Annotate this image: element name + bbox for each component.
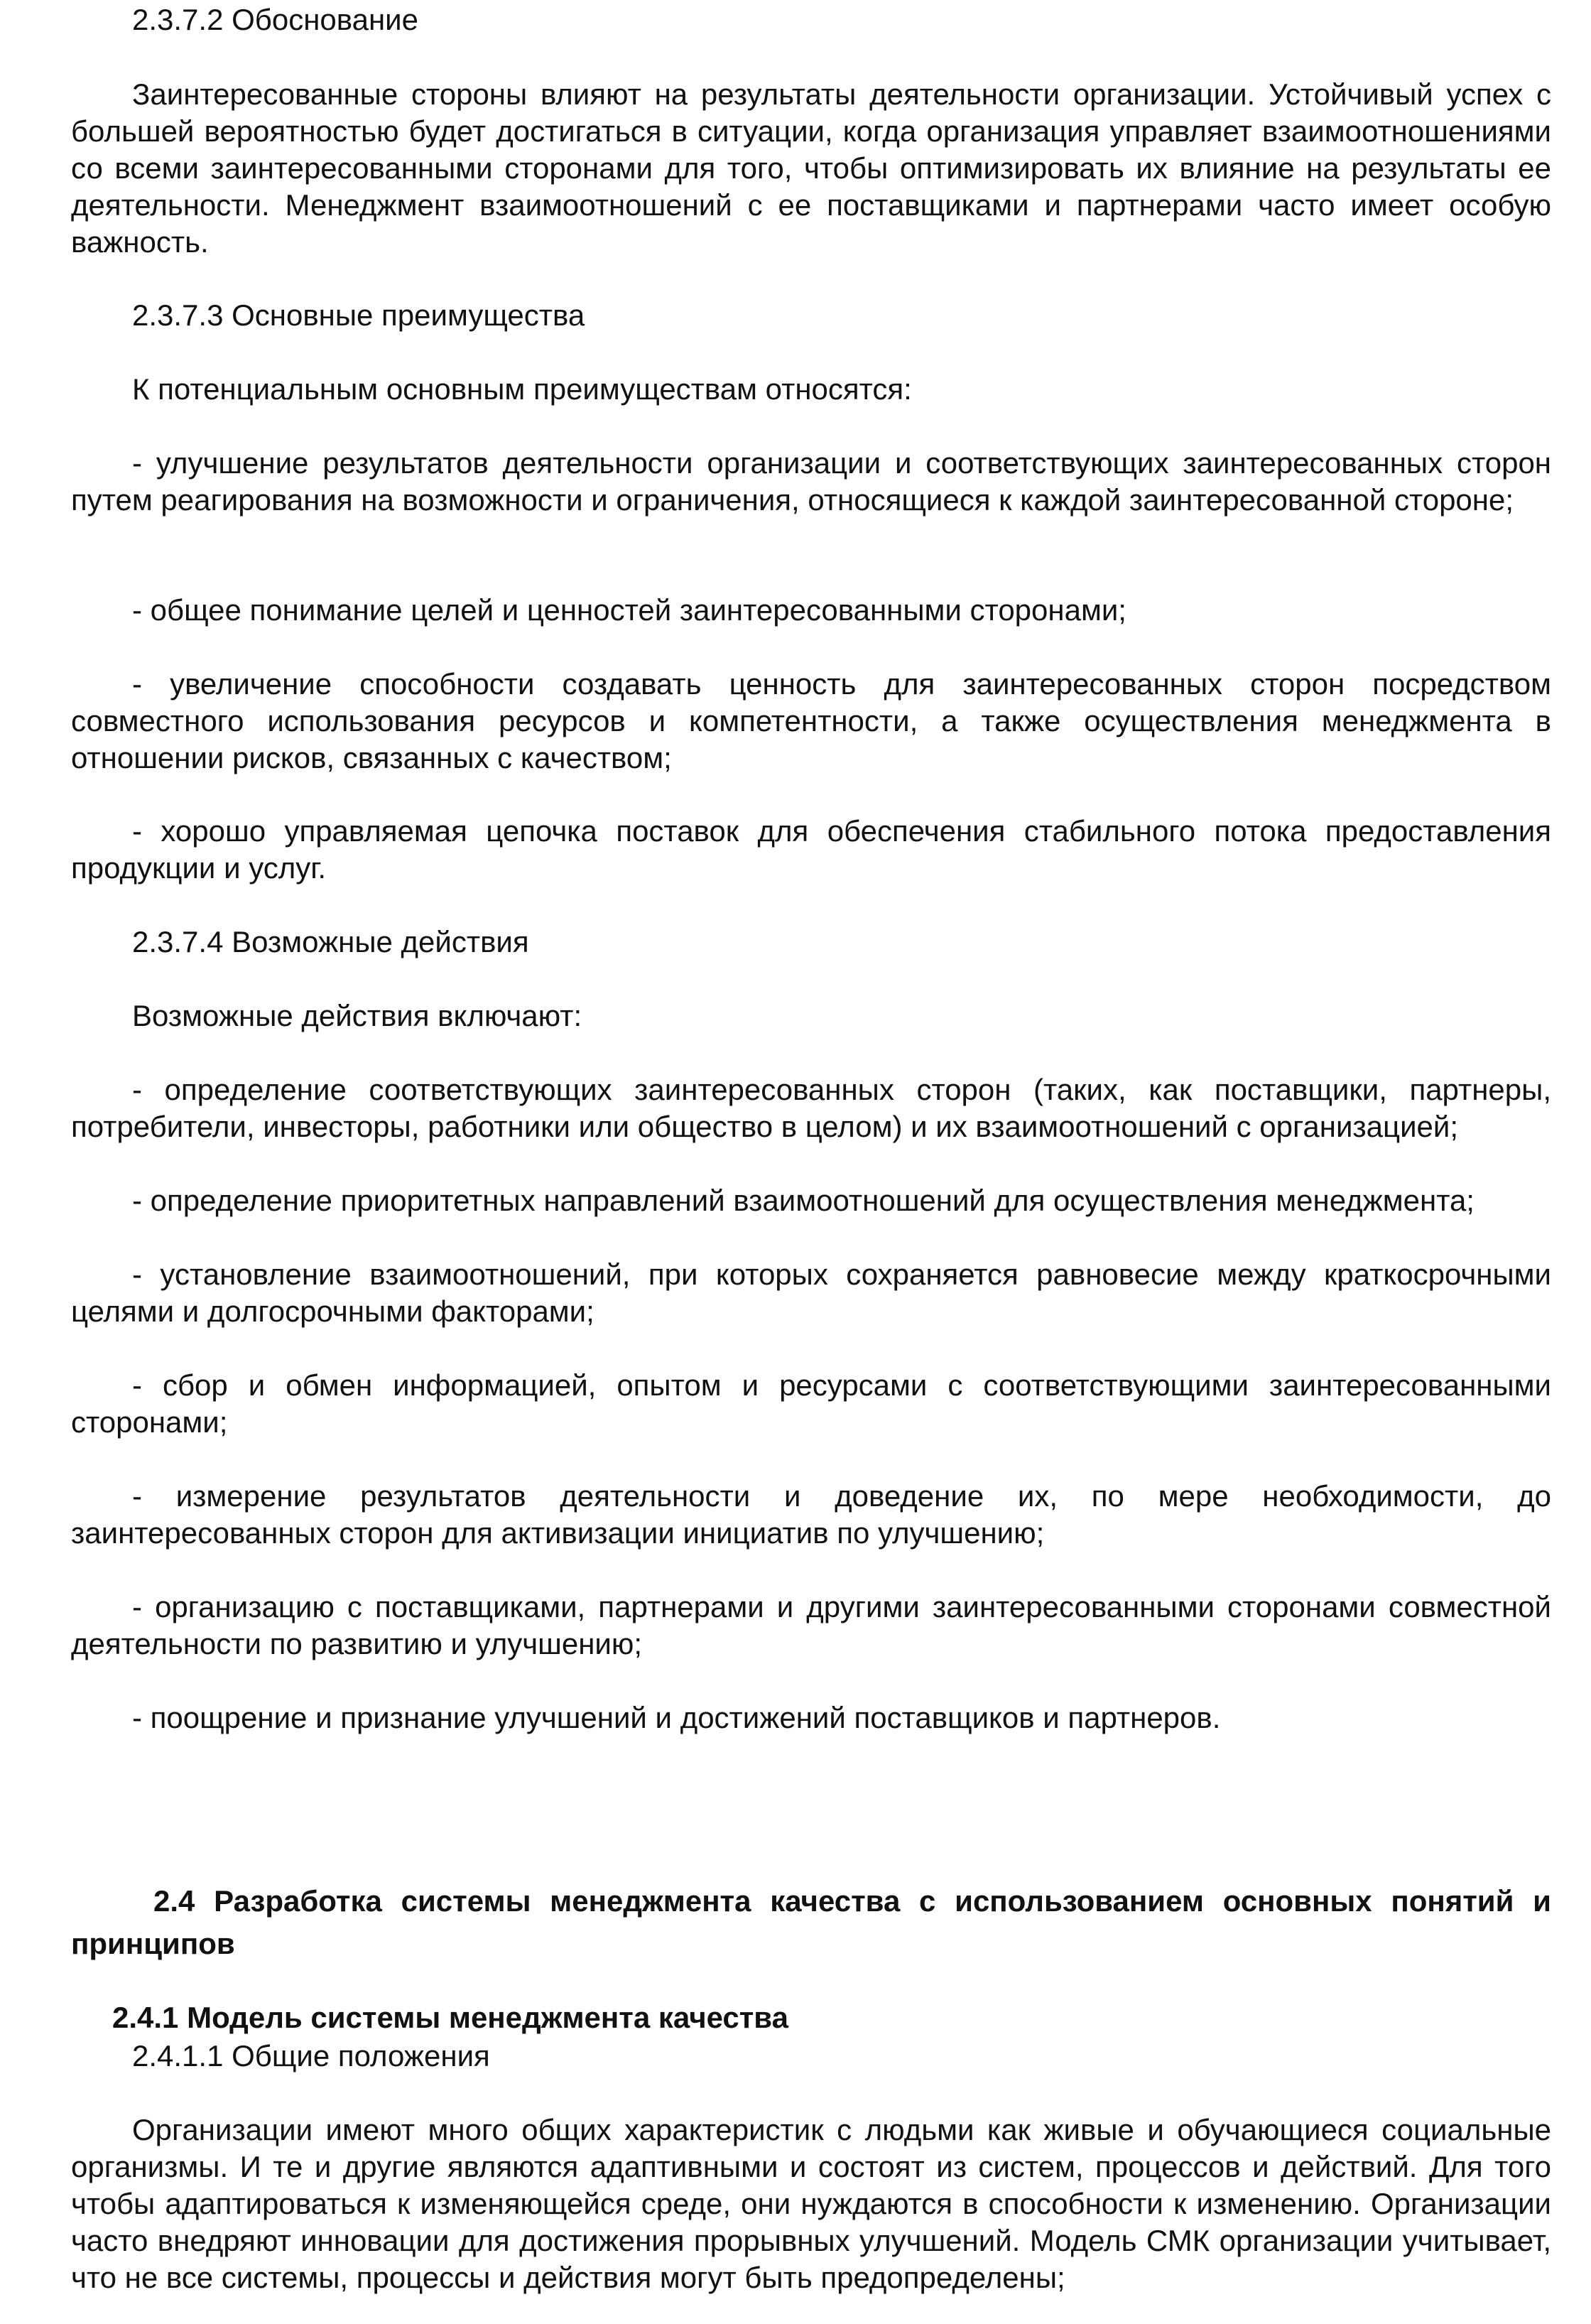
section-heading-2-3-7-3: 2.3.7.3 Основные преимущества xyxy=(132,298,585,332)
paragraph-rationale: Заинтересованные стороны влияют на результаты деятельности организации. Устойчивый успех с большей вероятностью будет достигаться в ситуации, когда организация управляет взаимоотношениями со всеми заинтересованными сторонами для того, чтобы оптимизировать их влияние на результаты ее деятельности. Менеджмент взаимоотношений с ее поставщиками и партнерами часто имеет особую важность. xyxy=(71,77,1551,259)
list-item: - сбор и обмен информацией, опытом и ресурсами с соответствующими заинтересованными сторонами; xyxy=(71,1368,1551,1439)
list-item: - увеличение способности создавать ценность для заинтересованных сторон посредством совместного использования ресурсов и компетентности, а также осуществления менеджмента в отношении рисков, связанных с качеством; xyxy=(71,667,1551,774)
list-item: - улучшение результатов деятельности организации и соответствующих заинтересованных сторон путем реагирования на возможности и ограничения, относящиеся к каждой заинтересованной стороне; xyxy=(71,446,1551,517)
list-item: - определение приоритетных направлений взаимоотношений для осуществления менеджмента; xyxy=(132,1184,1475,1217)
actions-intro: Возможные действия включают: xyxy=(132,999,582,1032)
benefits-intro: К потенциальным основным преимуществам относятся: xyxy=(132,372,912,406)
section-heading-2-4-1-1: 2.4.1.1 Общие положения xyxy=(132,2039,490,2072)
list-item: - поощрение и признание улучшений и достижений поставщиков и партнеров. xyxy=(132,1701,1221,1734)
list-item: - организацию с поставщиками, партнерами и другими заинтересованными сторонами совместной деятельности по развитию и улучшению; xyxy=(71,1590,1551,1660)
list-item: - определение соответствующих заинтересованных сторон (таких, как поставщики, партнеры, потребители, инвесторы, работники или общество в целом) и их взаимоотношений с организацией; xyxy=(71,1073,1551,1143)
section-heading-2-3-7-2: 2.3.7.2 Обоснование xyxy=(132,3,418,36)
list-item: - измерение результатов деятельности и доведение их, по мере необходимости, до заинтересованных сторон для активизации инициатив по улучшению; xyxy=(71,1479,1551,1550)
paragraph-general: Организации имеют много общих характеристик с людьми как живые и обучающиеся социальные организмы. И те и другие являются адаптивными и состоят из систем, процессов и действий. Для того чтобы адаптироваться к изменяющейся среде, они нуждаются в способности к изменению. Организации часто внедряют инновации для достижения прорывных улучшений. Модель СМК организации учитывает, что не все системы, процессы и действия могут быть предопределены; xyxy=(71,2113,1551,2294)
section-heading-2-4: 2.4 Разработка системы менеджмента качества с использованием основных понятий и принципов xyxy=(71,1884,1551,1960)
list-item: - общее понимание целей и ценностей заинтересованными сторонами; xyxy=(132,593,1126,627)
section-heading-2-3-7-4: 2.3.7.4 Возможные действия xyxy=(132,925,529,958)
list-item: - хорошо управляемая цепочка поставок для обеспечения стабильного потока предоставления продукции и услуг. xyxy=(71,814,1551,885)
section-heading-2-4-1: 2.4.1 Модель системы менеджмента качества xyxy=(112,2001,788,2034)
list-item: - установление взаимоотношений, при которых сохраняется равновесие между краткосрочными целями и долгосрочными факторами; xyxy=(71,1258,1551,1328)
